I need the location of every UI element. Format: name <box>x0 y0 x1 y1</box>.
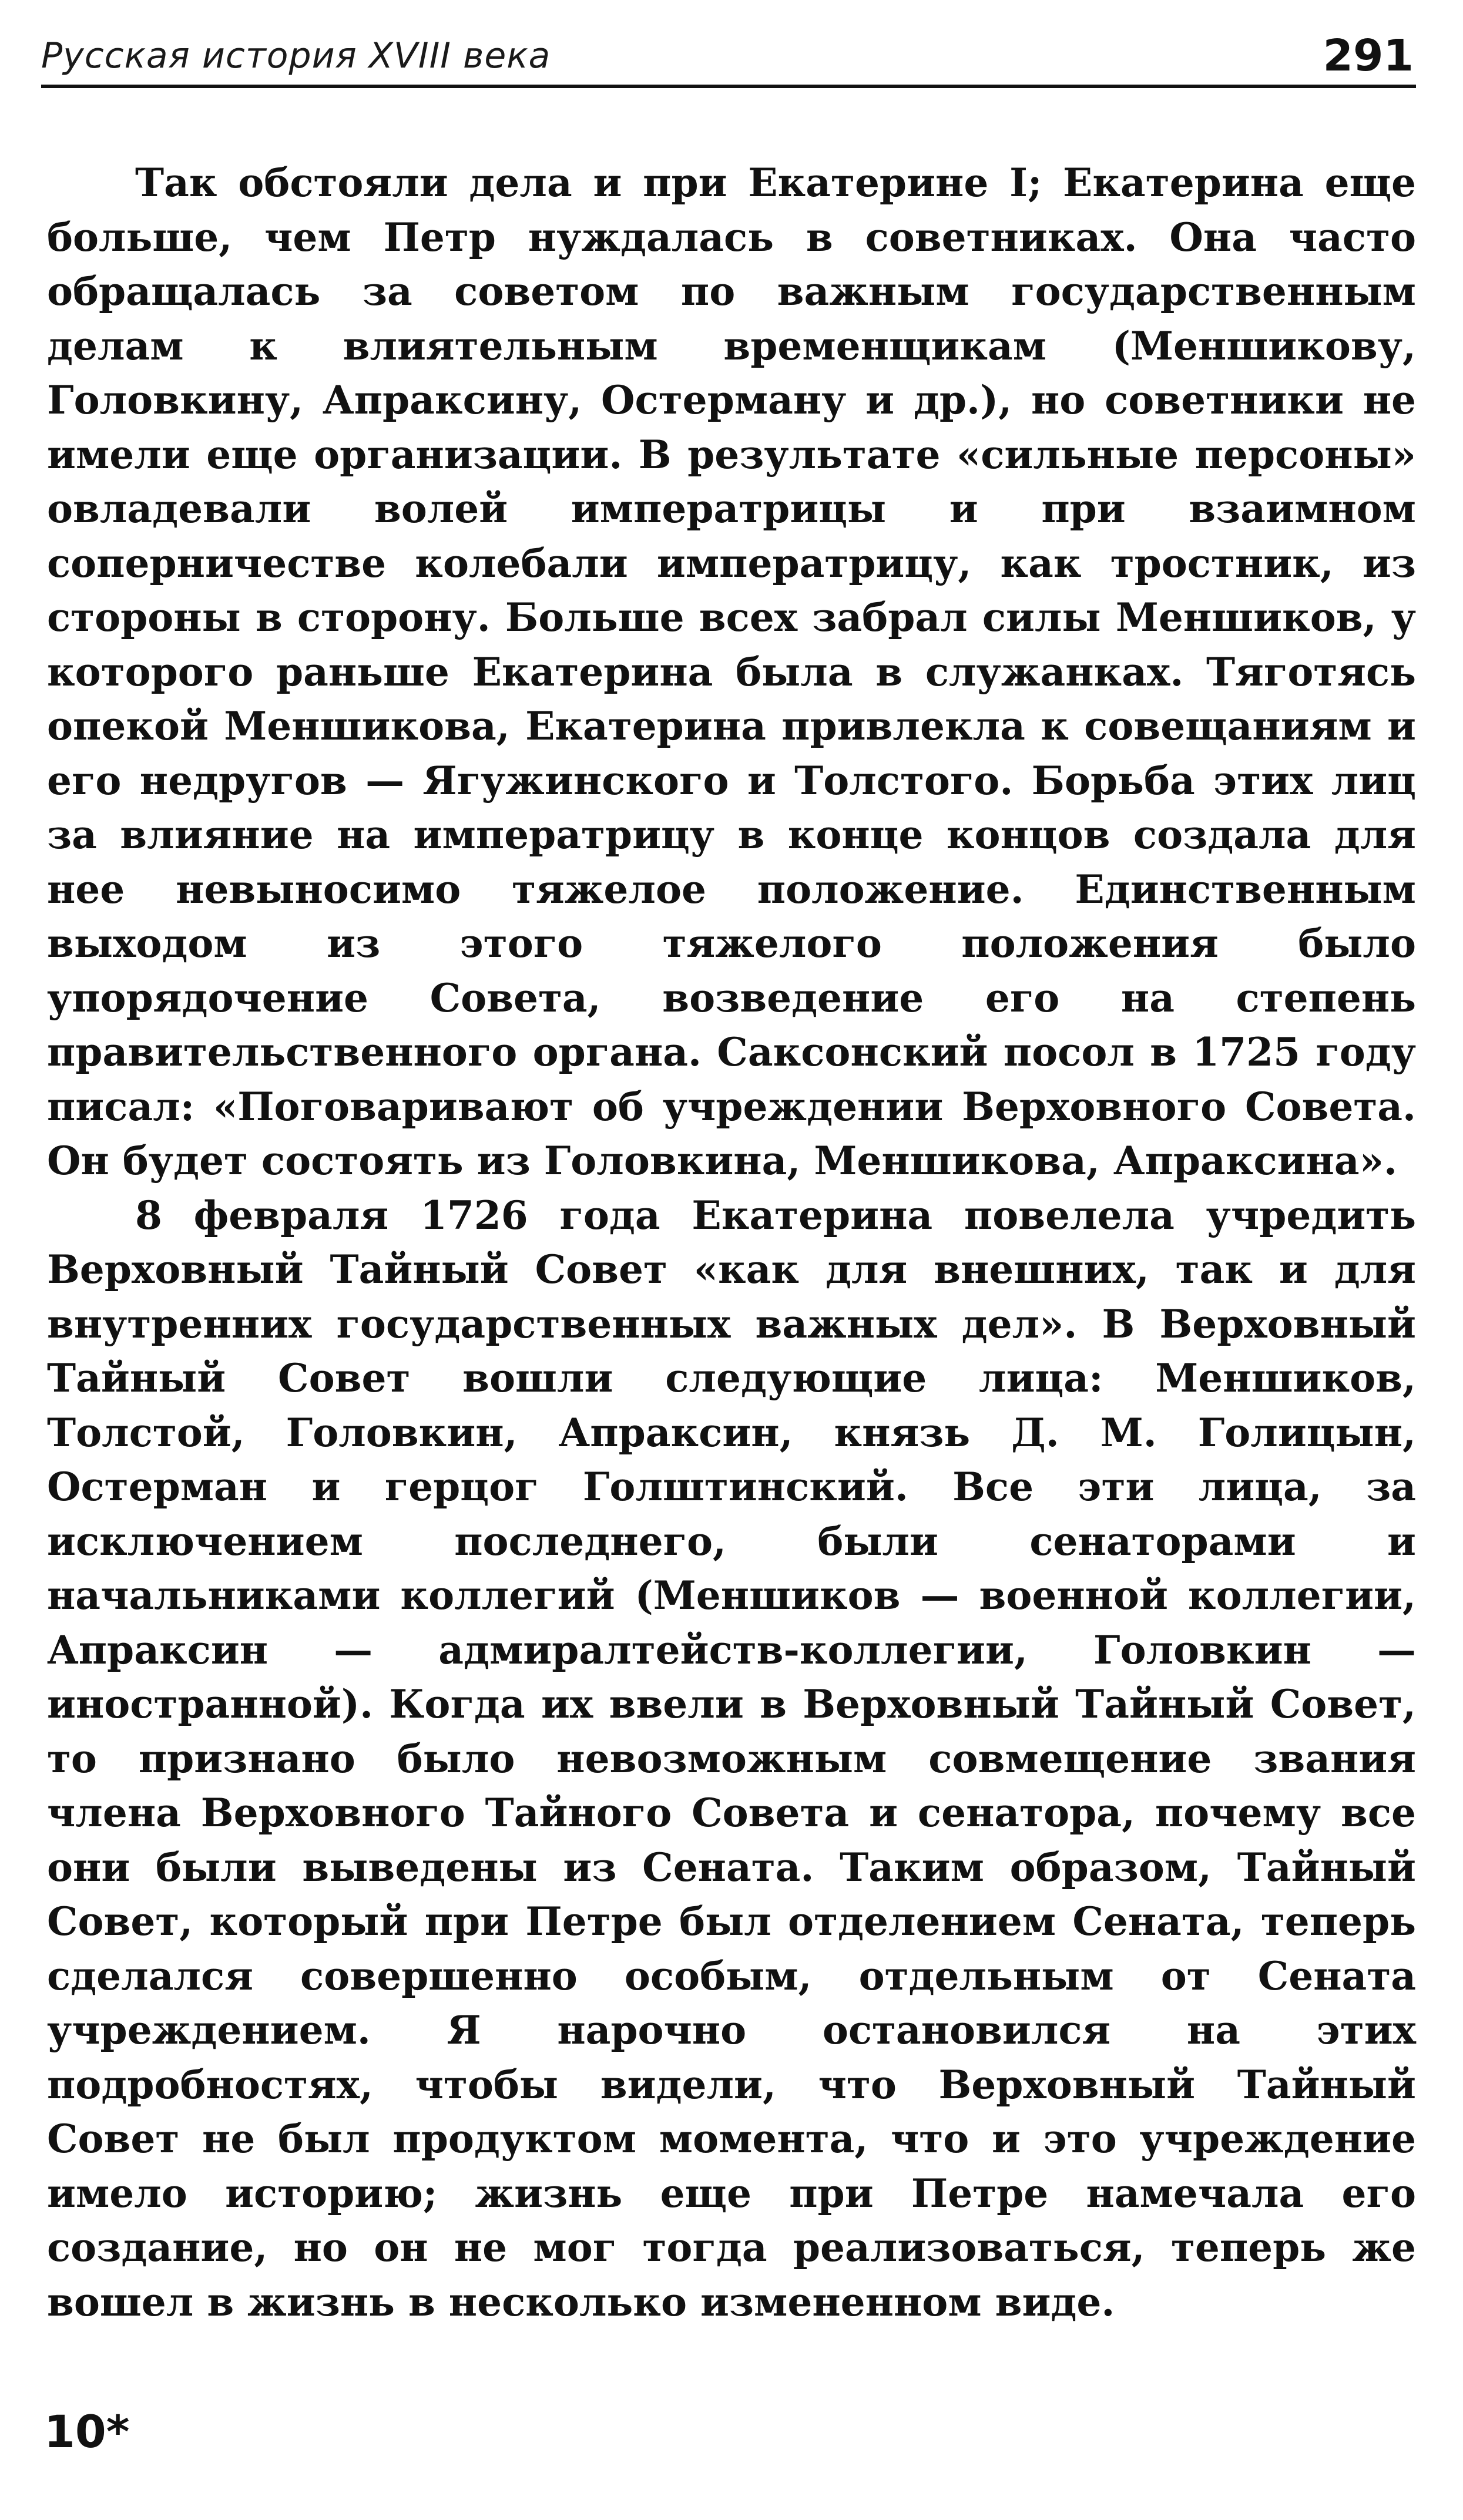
page-number: 291 <box>1323 31 1414 81</box>
header-rule <box>41 85 1416 88</box>
running-head <box>41 31 1416 89</box>
signature-mark: 10* <box>44 2405 130 2458</box>
paragraph-1: Так обстояли дела и при Екатерине I; Екатерина еще больше, чем Петр нуждалась в советниках. Она часто обращалась за советом по важным государственным делам к влиятельным временщикам (Меншикову, Головкину, Апраксину, Остерману и др.), но советники не имели еще организации. В результате «сильные персоны» овладевали волей императрицы и при взаимном соперничестве колебали императрицу, как тростник, из стороны в сторону. Больше всех забрал силы Меншиков, у которого раньше Екатерина была в служанках. Тяготясь опекой Меншикова, Екатерина привлекла к совещаниям и его недругов — Ягужинского и Толстого. Борьба этих лиц за влияние на императрицу в конце концов создала для нее невыносимо тяжелое положение. Единственным выходом из этого тяжелого положения было упорядочение Совета, возведение его на степень правительственного органа. Саксонский посол в 1725 году писал: «Поговаривают об учреждении Верховного Совета. Он будет состоять из Головкина, Меншикова, Апраксина». <box>47 160 1416 1184</box>
running-title: Русская история XVIII века <box>41 35 551 76</box>
paragraph-2: 8 февраля 1726 года Екатерина повелела учредить Верховный Тайный Совет «как для внешних, так и для внутренних государственных важных дел». В Верховный Тайный Совет вошли следующие лица: Меншиков, Толстой, Головкин, Апраксин, князь Д. М. Голицын, Остерман и герцог Голштинский. Все эти лица, за исключением последнего, были сенаторами и начальниками коллегий (Меншиков — военной коллегии, Апраксин — адмиралтейств-коллегии, Головкин — иностранной). Когда их ввели в Верховный Тайный Совет, то признано было невозможным совмещение звания члена Верховного Тайного Совета и сенатора, почему все они были выведены из Сената. Таким образом, Тайный Совет, который при Петре был отделением Сената, теперь сделался совершенно особым, отдельным от Сената учреждением. Я нарочно остановился на этих подробностях, чтобы видели, что Верховный Тайный Совет не был продуктом момента, что и это учреждение имело историю; жизнь еще при Петре намечала его создание, но он не мог тогда реализоваться, теперь же вошел в жизнь в несколько измененном виде. <box>47 1192 1416 2325</box>
body-text <box>47 156 1416 2329</box>
